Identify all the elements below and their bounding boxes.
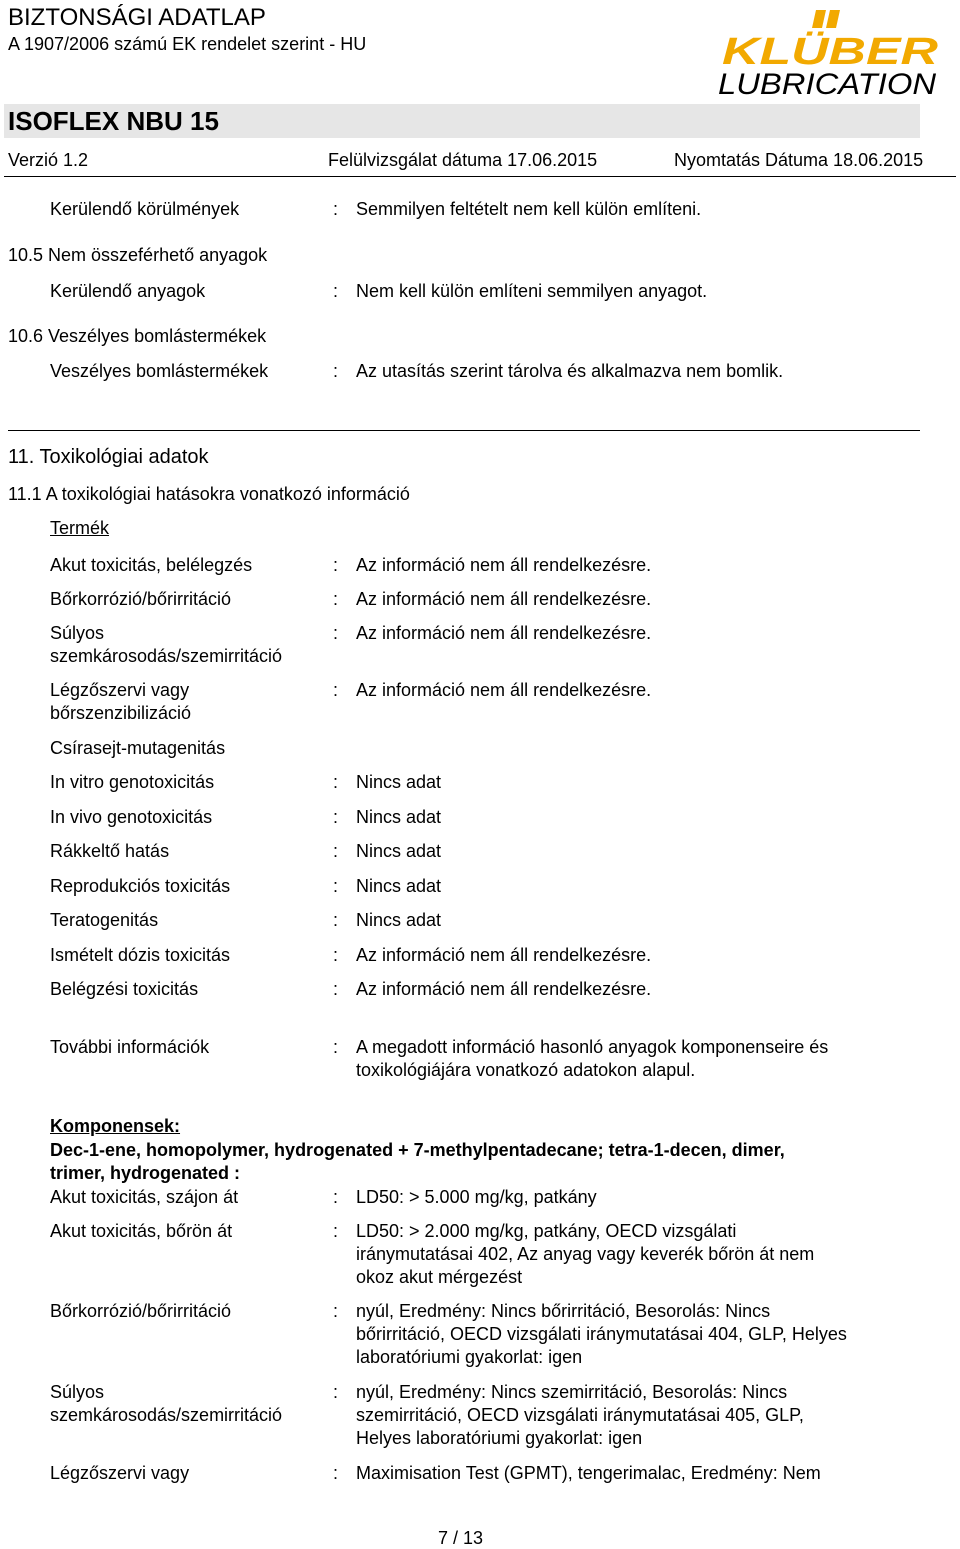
- eye-damage-value: Az információ nem áll rendelkezésre.: [356, 623, 652, 643]
- sensitization-label-line1: Légzőszervi vagy: [50, 680, 190, 700]
- component-skin-label: Bőrkorrózió/bőrirritáció: [50, 1301, 232, 1321]
- component-eye-label-line1: Súlyos: [50, 1382, 105, 1402]
- component-eye-label-line2: szemkárosodás/szemirritáció: [50, 1405, 283, 1425]
- colon: :: [333, 623, 339, 643]
- carcinogenicity-value: Nincs adat: [356, 841, 442, 861]
- in-vitro-label: In vitro genotoxicitás: [50, 772, 215, 792]
- carcinogenicity-label: Rákkeltő hatás: [50, 841, 170, 861]
- colon: :: [333, 281, 339, 301]
- avoid-materials-label: Kerülendő anyagok: [50, 281, 206, 301]
- section-divider: [8, 430, 920, 431]
- colon: :: [333, 1221, 339, 1241]
- acute-oral-value: LD50: > 5.000 mg/kg, patkány: [356, 1187, 597, 1207]
- avoid-conditions-value: Semmilyen feltételt nem kell külön említeni.: [356, 199, 702, 219]
- section-11-1-heading: 11.1 A toxikológiai hatásokra vonatkozó információ: [8, 484, 410, 504]
- revision-date: Felülvizsgálat dátuma 17.06.2015: [328, 150, 598, 170]
- acute-oral-label: Akut toxicitás, szájon át: [50, 1187, 239, 1207]
- product-subheading: Termék: [50, 518, 110, 538]
- acute-dermal-value-line1: LD50: > 2.000 mg/kg, patkány, OECD vizsgálati: [356, 1221, 737, 1241]
- component-skin-value-line3: laboratóriumi gyakorlat: igen: [356, 1347, 583, 1367]
- colon: :: [333, 680, 339, 700]
- colon: :: [333, 1301, 339, 1321]
- eye-damage-label-line2: szemkárosodás/szemirritáció: [50, 646, 283, 666]
- kluber-logo: [712, 6, 944, 98]
- section-10-6-heading: 10.6 Veszélyes bomlástermékek: [8, 326, 267, 346]
- components-heading: Komponensek:: [50, 1116, 181, 1136]
- sensitization-label-line2: bőrszenzibilizáció: [50, 703, 192, 723]
- page-number: 7 / 13: [438, 1528, 484, 1548]
- aspiration-toxicity-label: Belégzési toxicitás: [50, 979, 199, 999]
- product-name: ISOFLEX NBU 15: [8, 106, 219, 136]
- sensitization-value: Az információ nem áll rendelkezésre.: [356, 680, 652, 700]
- reproductive-toxicity-label: Reprodukciós toxicitás: [50, 876, 231, 896]
- colon: :: [333, 1463, 339, 1483]
- decomposition-label: Veszélyes bomlástermékek: [50, 361, 269, 381]
- repeated-dose-value: Az információ nem áll rendelkezésre.: [356, 945, 652, 965]
- further-info-value-line2: toxikológiájára vonatkozó adatokon alapul.: [356, 1060, 696, 1080]
- component-eye-value-line2: szemirritáció, OECD vizsgálati iránymutatásai 405, GLP,: [356, 1405, 804, 1425]
- colon: :: [333, 1382, 339, 1402]
- germ-cell-mutagenicity-label: Csírasejt-mutagenitás: [50, 738, 226, 758]
- section-11-heading: 11. Toxikológiai adatok: [8, 446, 209, 468]
- colon: :: [333, 199, 339, 219]
- reproductive-toxicity-value: Nincs adat: [356, 876, 442, 896]
- avoid-conditions-label: Kerülendő körülmények: [50, 199, 240, 219]
- decomposition-value: Az utasítás szerint tárolva és alkalmazva nem bomlik.: [356, 361, 784, 381]
- colon: :: [333, 589, 339, 609]
- in-vivo-label: In vivo genotoxicitás: [50, 807, 213, 827]
- skin-corrosion-value: Az információ nem áll rendelkezésre.: [356, 589, 652, 609]
- colon: :: [333, 841, 339, 861]
- repeated-dose-label: Ismételt dózis toxicitás: [50, 945, 231, 965]
- acute-dermal-label: Akut toxicitás, bőrön át: [50, 1221, 233, 1241]
- logo-lubrication-text: LUBRICATION: [718, 68, 937, 98]
- in-vivo-value: Nincs adat: [356, 807, 442, 827]
- component-skin-value-line1: nyúl, Eredmény: Nincs bőrirritáció, Besorolás: Nincs: [356, 1301, 771, 1321]
- in-vitro-value: Nincs adat: [356, 772, 442, 792]
- logo-brand-text: KLÜBER: [722, 31, 881, 73]
- teratogenicity-label: Teratogenitás: [50, 910, 159, 930]
- colon: :: [333, 772, 339, 792]
- colon: :: [333, 979, 339, 999]
- component-name-line1: Dec-1-ene, homopolymer, hydrogenated + 7-methylpentadecane; tetra-1-decen, dimer,: [50, 1140, 785, 1160]
- header-divider: [4, 176, 956, 177]
- colon: :: [333, 807, 339, 827]
- colon: :: [333, 1037, 339, 1057]
- eye-damage-label-line1: Súlyos: [50, 623, 105, 643]
- acute-inhalation-value: Az információ nem áll rendelkezésre.: [356, 555, 652, 575]
- colon: :: [333, 361, 339, 381]
- colon: :: [333, 910, 339, 930]
- print-date: Nyomtatás Dátuma 18.06.2015: [674, 150, 924, 170]
- component-name-line2: trimer, hydrogenated :: [50, 1163, 241, 1183]
- further-info-value-line1: A megadott információ hasonló anyagok komponenseire és: [356, 1037, 829, 1057]
- component-eye-value-line1: nyúl, Eredmény: Nincs szemirritáció, Besorolás: Nincs: [356, 1382, 788, 1402]
- acute-dermal-value-line3: okoz akut mérgezést: [356, 1267, 523, 1287]
- teratogenicity-value: Nincs adat: [356, 910, 442, 930]
- aspiration-toxicity-value: Az információ nem áll rendelkezésre.: [356, 979, 652, 999]
- document-title: BIZTONSÁGI ADATLAP: [8, 4, 266, 31]
- further-info-label: További információk: [50, 1037, 210, 1057]
- colon: :: [333, 876, 339, 896]
- component-sensitization-label: Légzőszervi vagy: [50, 1463, 190, 1483]
- skin-corrosion-label: Bőrkorrózió/bőrirritáció: [50, 589, 232, 609]
- colon: :: [333, 945, 339, 965]
- regulation-subtitle: A 1907/2006 számú EK rendelet szerint - HU: [8, 34, 367, 54]
- colon: :: [333, 555, 339, 575]
- component-skin-value-line2: bőrirritáció, OECD vizsgálati iránymutatásai 404, GLP, Helyes: [356, 1324, 847, 1344]
- section-10-5-heading: 10.5 Nem összeférhető anyagok: [8, 245, 268, 265]
- colon: :: [333, 1187, 339, 1207]
- avoid-materials-value: Nem kell külön említeni semmilyen anyagot.: [356, 281, 708, 301]
- version: Verzió 1.2: [8, 150, 89, 170]
- component-eye-value-line3: Helyes laboratóriumi gyakorlat: igen: [356, 1428, 643, 1448]
- component-sensitization-value: Maximisation Test (GPMT), tengerimalac, Eredmény: Nem: [356, 1463, 821, 1483]
- acute-dermal-value-line2: iránymutatásai 402, Az anyag vagy keverék bőrön át nem: [356, 1244, 815, 1264]
- acute-inhalation-label: Akut toxicitás, belélegzés: [50, 555, 253, 575]
